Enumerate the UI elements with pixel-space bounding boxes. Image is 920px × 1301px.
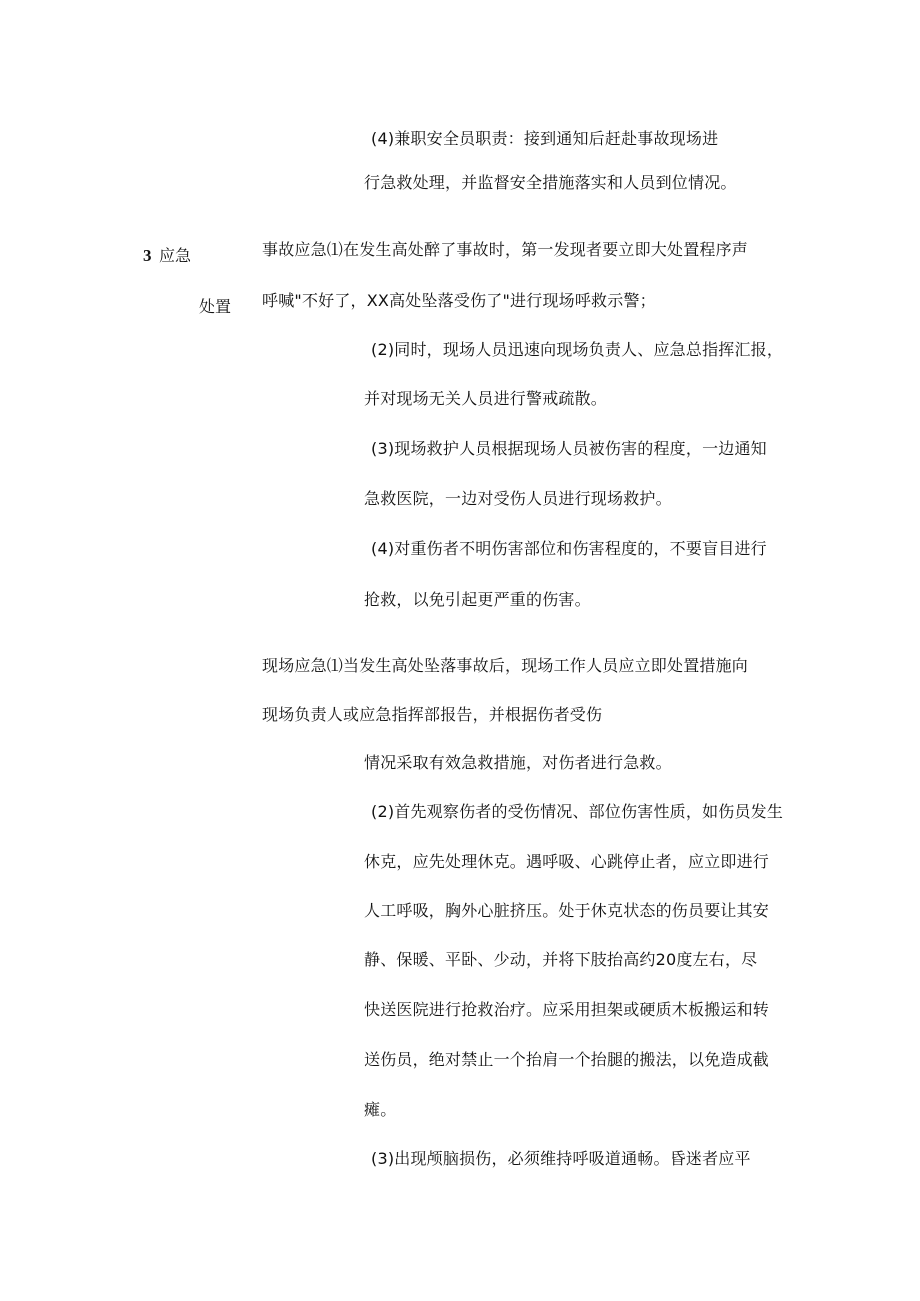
paragraph-line: 送伤员，绝对禁止一个抬肩一个抬腿的搬法，以免造成截 <box>364 1050 770 1069</box>
paragraph-line: 人工呼吸，胸外心脏挤压。处于休克状态的伤员要让其安 <box>364 901 770 920</box>
paragraph-line: (3)出现颅脑损伤，必须维持呼吸道通畅。昏迷者应平 <box>371 1149 751 1168</box>
paragraph-line: (3)现场救护人员根据现场人员被伤害的程度，一边通知 <box>371 439 767 458</box>
paragraph-line: (2)首先观察伤者的受伤情况、部位伤害性质，如伤员发生 <box>371 802 784 821</box>
section-title-line2: 处置 <box>199 297 232 316</box>
paragraph-line: 快送医院进行抢救治疗。应采用担架或硬质木板搬运和转 <box>364 1000 770 1019</box>
paragraph-line: 急救医院，一边对受伤人员进行现场救护。 <box>364 489 672 508</box>
paragraph-line: 现场应急⑴当发生高处坠落事故后，现场工作人员应立即处置措施向 <box>262 656 749 675</box>
paragraph-line: 瘫。 <box>364 1100 397 1119</box>
section-number: 3 <box>143 246 152 265</box>
paragraph-line: (2)同时，现场人员迅速向现场负责人、应急总指挥汇报， <box>371 340 784 359</box>
paragraph-line: 行急救处理，并监督安全措施落实和人员到位情况。 <box>364 173 737 192</box>
paragraph-line: 现场负责人或应急指挥部报告，并根据伤者受伤 <box>262 705 603 724</box>
paragraph-line: 事故应急⑴在发生高处醉了事故时，第一发现者要立即大处置程序声 <box>262 240 749 259</box>
paragraph-line: 静、保暖、平卧、少动，并将下肢抬高约20度左右，尽 <box>364 950 758 969</box>
paragraph-line: 呼喊"不好了，XX高处坠落受伤了"进行现场呼救示警； <box>262 291 656 310</box>
paragraph-line: 情况采取有效急救措施，对伤者进行急救。 <box>364 753 672 772</box>
paragraph-line: 并对现场无关人员进行警戒疏散。 <box>364 389 608 408</box>
paragraph-line: 休克，应先处理休克。遇呼吸、心跳停止者，应立即进行 <box>364 852 770 871</box>
paragraph-line: (4)对重伤者不明伤害部位和伤害程度的，不要盲目进行 <box>371 539 767 558</box>
paragraph-line: (4)兼职安全员职责：接到通知后赶赴事故现场进 <box>371 129 719 148</box>
paragraph-line: 抢救，以免引起更严重的伤害。 <box>364 590 591 609</box>
section-title-line1: 应急 <box>159 246 192 265</box>
